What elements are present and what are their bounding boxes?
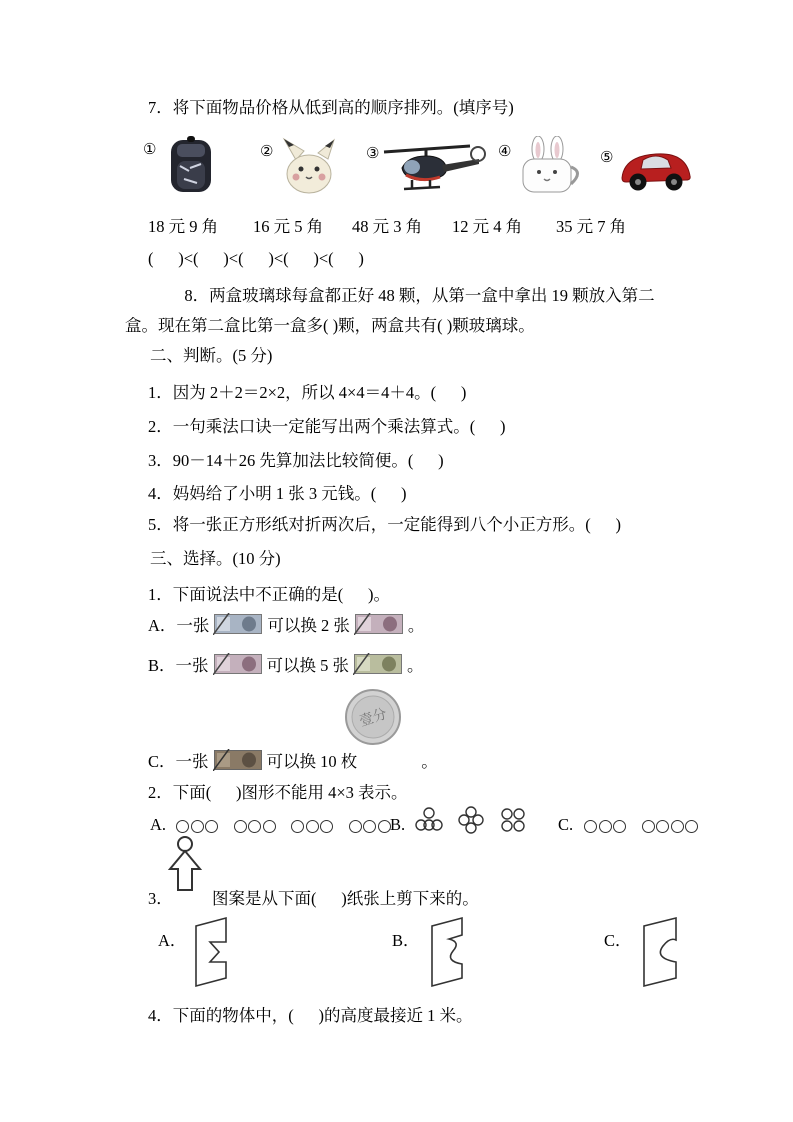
price-3: 48 元 3 角: [352, 217, 423, 236]
bill-10yuan-image: [213, 613, 263, 635]
option-b-middle: 可以换 5 张: [266, 656, 350, 675]
choice-section-title: 三、选择。(10 分): [150, 549, 281, 568]
bill-5yuan-image: [213, 653, 263, 675]
q8-text: 8．两盒玻璃球每盒都正好 48 颗，从第一盒中拿出 19 颗放入第二盒。现在第二盒比第一盒多( )颗，两盒共有( )颗玻璃球。: [125, 286, 655, 335]
judge-item-1: 1．因为 2＋2＝2×2，所以 4×4＝4＋4。( ): [148, 383, 467, 402]
q3-label-c: C．: [604, 931, 632, 950]
price-5: 35 元 7 角: [556, 217, 627, 236]
rabbit-cup-image: [514, 136, 584, 196]
bill-1jiao-image: [213, 749, 263, 771]
q7-title: 7．将下面物品价格从低到高的顺序排列。(填序号): [148, 98, 514, 117]
item-number-4: ④: [498, 144, 512, 160]
coin-1fen-image: [344, 688, 402, 746]
person-cutout-image: [166, 836, 204, 892]
bill-1yuan-image: [353, 653, 403, 675]
choice-q1-option-c: [148, 748, 438, 772]
q2-figure-c: [584, 820, 714, 833]
item-number-2: ②: [260, 144, 274, 160]
choice-q4-text: 4．下面的物体中，( )的高度最接近 1 米。: [148, 1006, 473, 1025]
helicopter-image: [382, 138, 486, 196]
item-number-1: ①: [143, 142, 157, 158]
option-c-suffix: 。: [421, 752, 438, 771]
option-a-middle: 可以换 2 张: [267, 616, 350, 635]
q3-label-a: A．: [158, 931, 187, 950]
option-c-prefix: C．一张: [148, 752, 209, 771]
q2-label-a: A.: [150, 815, 167, 834]
judge-item-2: 2．一句乘法口诀一定能写出两个乘法算式。( ): [148, 417, 506, 436]
cluster-triangle: [414, 806, 444, 834]
q2-figure-b: [414, 806, 528, 834]
q7-item-backpack: [143, 134, 223, 196]
q2-label-b: B.: [390, 815, 406, 834]
price-2: 16 元 5 角: [253, 217, 324, 236]
judge-section-title: 二、判断。(5 分): [150, 346, 273, 365]
pikachu-image: [276, 136, 342, 194]
choice-q1-text: 1．下面说法中不正确的是( )。: [148, 585, 390, 604]
cluster-diamond: [456, 806, 486, 834]
price-4: 12 元 4 角: [452, 217, 523, 236]
q3-label-b: B．: [392, 931, 420, 950]
q7-item-rabbit-cup: [498, 136, 584, 196]
judge-item-4: 4．妈妈给了小明 1 张 3 元钱。( ): [148, 484, 407, 503]
q7-answer-line: ( )<( )<( )<( )<( ): [148, 249, 364, 268]
cluster-square: [498, 806, 528, 834]
price-1: 18 元 9 角: [148, 217, 219, 236]
choice-q1-option-a: [148, 612, 424, 636]
item-number-3: ③: [366, 146, 380, 162]
bill-5yuan-image: [354, 613, 404, 635]
q7-item-helicopter: [366, 138, 486, 196]
option-b-prefix: B．一张: [148, 656, 209, 675]
paper-a-image: [186, 912, 236, 990]
option-c-middle: 可以换 10 枚: [266, 752, 358, 771]
choice-q1-option-b: [148, 652, 424, 676]
q7-item-pikachu: [260, 136, 342, 194]
option-a-suffix: 。: [407, 616, 425, 635]
paper-b-image: [422, 912, 472, 990]
judge-item-3: 3．90－14＋26 先算加法比较简便。( ): [148, 451, 444, 470]
paper-c-image: [632, 912, 684, 990]
option-a-prefix: A．一张: [148, 616, 210, 635]
choice-q2-text: 2．下面( )图形不能用 4×3 表示。: [148, 783, 408, 802]
judge-item-5: 5．将一张正方形纸对折两次后，一定能得到八个小正方形。( ): [148, 515, 621, 534]
option-b-suffix: 。: [407, 656, 424, 675]
toy-car-image: [616, 142, 696, 194]
item-number-5: ⑤: [600, 150, 614, 166]
choice-q3-text: 图案是从下面( )纸张上剪下来的。: [212, 889, 479, 908]
q2-figure-a: [176, 820, 406, 833]
backpack-image: [159, 134, 223, 196]
q7-item-toy-car: [600, 142, 696, 194]
coin-label: 壹分: [357, 706, 390, 730]
choice-q3-number: 3．: [148, 889, 173, 908]
q2-label-c: C.: [558, 815, 574, 834]
